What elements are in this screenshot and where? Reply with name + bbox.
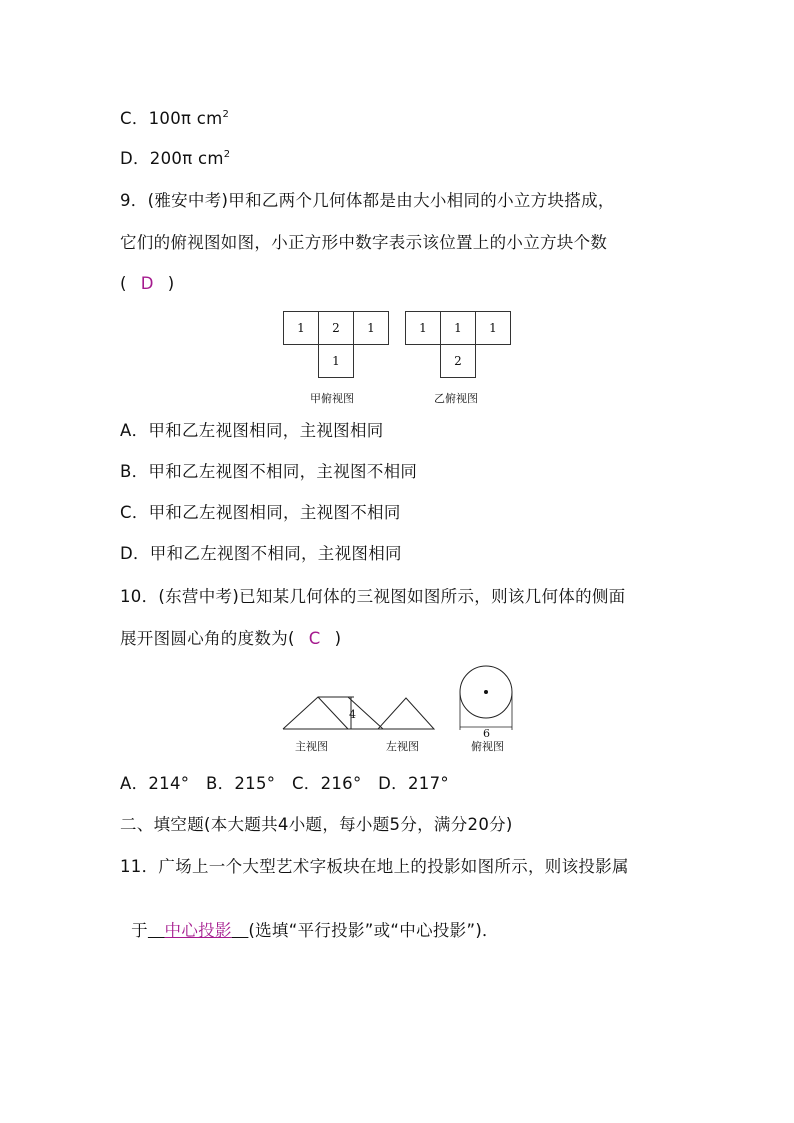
section-2-heading: 二、填空题(本大题共4小题，每小题5分，满分20分) xyxy=(120,815,513,834)
yi-cell: 1 xyxy=(405,311,441,345)
q10-answer: C xyxy=(308,629,321,648)
yi-cell: 2 xyxy=(440,344,476,378)
jia-cell: 2 xyxy=(318,311,354,345)
left-view xyxy=(378,698,434,729)
top-view xyxy=(460,666,512,730)
q11-suffix: (选填“平行投影”或“中心投影”)． xyxy=(248,921,499,940)
q9-line2: 它们的俯视图如图，小正方形中数字表示该位置上的小立方块个数 xyxy=(120,233,608,252)
yi-cell: 1 xyxy=(475,311,511,345)
height-label: 4 xyxy=(349,708,356,721)
left-caption: 左视图 xyxy=(386,740,419,753)
option-c-q8 xyxy=(120,108,229,130)
front-caption: 主视图 xyxy=(295,740,328,753)
front-view xyxy=(283,697,383,729)
superscript: 2 xyxy=(222,109,230,120)
q10-line2-text: 展开图圆心角的度数为( xyxy=(120,629,295,648)
blank-underline xyxy=(232,921,249,940)
q9-answer: D xyxy=(140,274,154,293)
option-d-text: D．200π cm xyxy=(120,149,224,168)
q9-answer-line xyxy=(120,273,175,295)
q11-line1: 11．广场上一个大型艺术字板块在地上的投影如图所示，则该投影属 xyxy=(120,857,629,876)
paren-open: ( xyxy=(120,274,127,293)
paren-close: ) xyxy=(167,274,175,293)
blank-underline xyxy=(148,921,165,940)
jia-cell: 1 xyxy=(283,311,319,345)
diameter-label: 6 xyxy=(483,727,490,740)
three-views-figure xyxy=(278,662,538,762)
q11-prefix: 于 xyxy=(131,921,148,940)
jia-cell: 1 xyxy=(318,344,354,378)
jia-cell: 1 xyxy=(353,311,389,345)
q9-line1: 9．(雅安中考)甲和乙两个几何体都是由大小相同的小立方块搭成， xyxy=(120,191,615,210)
q11-answer: 中心投影 xyxy=(164,921,232,940)
top-caption: 俯视图 xyxy=(471,740,504,753)
yi-cell: 1 xyxy=(440,311,476,345)
q9-option-c: C．甲和乙左视图相同，主视图不相同 xyxy=(120,503,401,522)
option-d-q8 xyxy=(120,148,230,170)
q10-options: A．214° B．215° C．216° D．217° xyxy=(120,774,449,793)
q11-line2 xyxy=(120,898,499,942)
option-c-text: C．100π cm xyxy=(120,109,223,128)
q9-option-a: A．甲和乙左视图相同，主视图相同 xyxy=(120,421,384,440)
yi-caption: 乙俯视图 xyxy=(434,392,478,405)
q10-line1: 10．(东营中考)已知某几何体的三视图如图所示，则该几何体的侧面 xyxy=(120,587,626,606)
q9-option-b: B．甲和乙左视图不相同，主视图不相同 xyxy=(120,462,418,481)
jia-caption: 甲俯视图 xyxy=(310,392,354,405)
q9-option-d: D．甲和乙左视图不相同，主视图相同 xyxy=(120,544,402,563)
superscript: 2 xyxy=(223,149,231,160)
paren-close: ) xyxy=(334,629,342,648)
q10-line2 xyxy=(120,628,341,650)
